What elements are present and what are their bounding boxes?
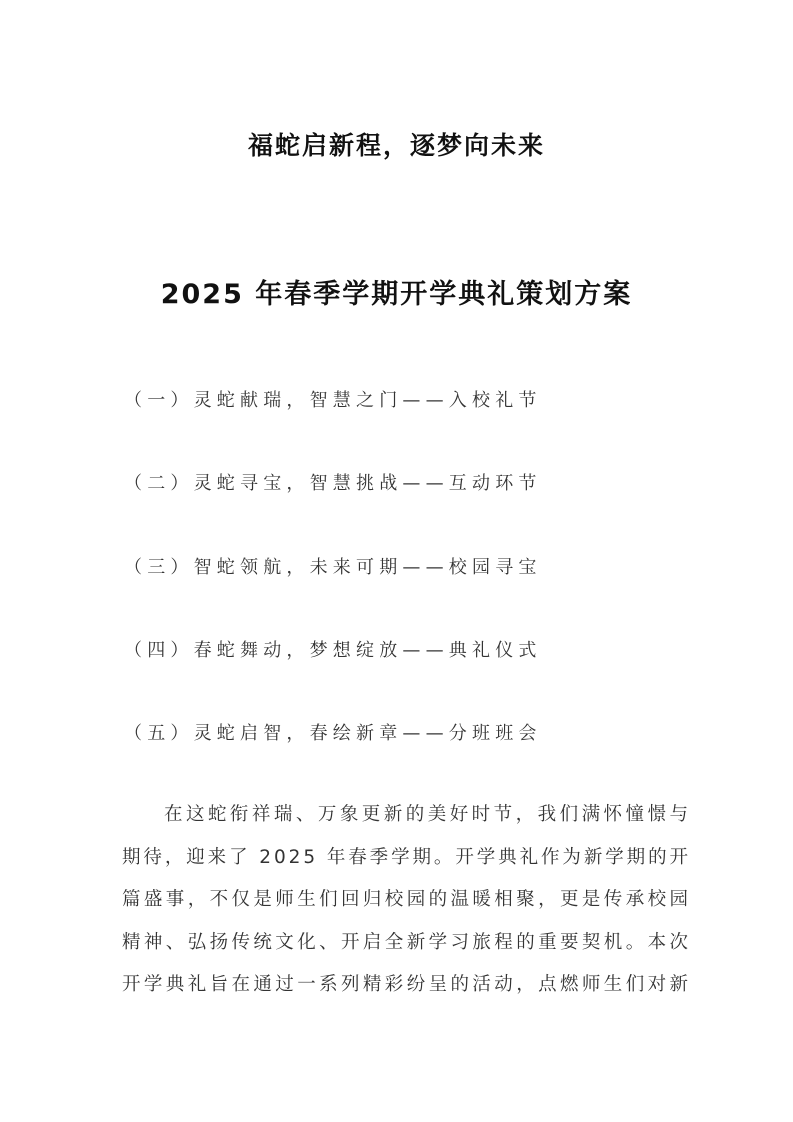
intro-paragraph	[122, 800, 692, 1013]
section-heading: （一）灵蛇献瑞，智慧之门——入校礼节	[124, 390, 542, 411]
paragraph-line: 在这蛇衔祥瑞、万象更新的美好时节，我们满怀憧憬与	[164, 804, 692, 825]
section-heading: （五）灵蛇启智，春绘新章——分班班会	[124, 723, 542, 745]
document-title: 福蛇启新程，逐梦向未来	[247, 131, 545, 160]
section-list	[124, 386, 542, 802]
paragraph-line: 期待，迎来了 2025 年春季学期。开学典礼作为新学期的开	[122, 846, 691, 868]
section-heading: （二）灵蛇寻宝，智慧挑战——互动环节	[124, 473, 542, 495]
section-heading: （四）春蛇舞动，梦想绽放——典礼仪式	[124, 639, 542, 661]
paragraph-line: 篇盛事，不仅是师生们回归校园的温暖相聚，更是传承校园	[122, 889, 692, 910]
document-subtitle: 2025 年春季学期开学典礼策划方案	[160, 279, 633, 310]
section-heading: （三）智蛇领航，未来可期——校园寻宝	[124, 556, 542, 578]
paragraph-line: 精神、弘扬传统文化、开启全新学习旅程的重要契机。本次	[122, 931, 692, 953]
paragraph-line: 开学典礼旨在通过一系列精彩纷呈的活动，点燃师生们对新	[122, 974, 692, 995]
